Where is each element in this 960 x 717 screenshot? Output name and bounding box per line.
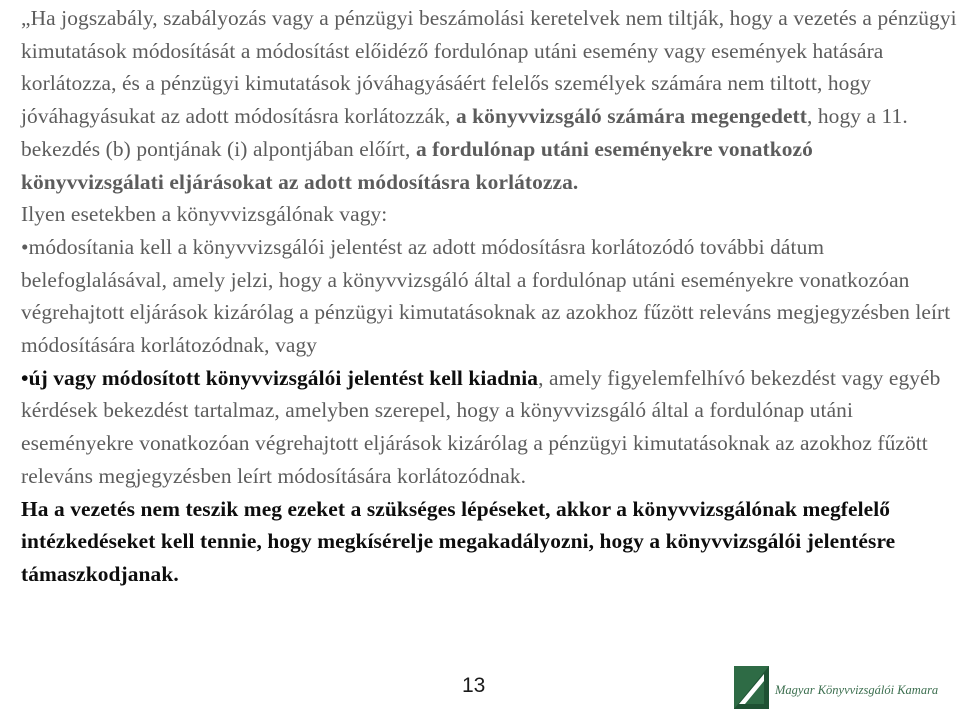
- paragraph-2: Ilyen esetekben a könyvvizsgálónak vagy:: [21, 202, 388, 227]
- paragraph-1-part-1: „Ha jogszabály, szabályozás vagy a pénzügyi beszámolási keretelvek nem tiltják, hogy a vezetés a pénzügyi kimutatások módosítását a módosítást előidéző fordulónap utáni esemény vagy események hatására korlátozza, és a pénzügyi kimutatások jóváhagyásáért felelős személyek számára nem tiltott, hogy jóváhagyásukat az adott módosításra korlátozzák,: [21, 6, 957, 129]
- page-number: 13: [462, 674, 486, 697]
- bullet-2-rest: , amely figyelemfelhívó bekezdést vagy egyéb kérdések bekezdést tartalmaz, amelyben szerepel, hogy a könyvvizsgáló által a fordulónap utáni eseményekre vonatkozóan végrehajtott eljárások kizárólag a pénzügyi kimutatásoknak az azokhoz fűzött releváns megjegyzésben leírt módosítására korlátozódnak.: [21, 365, 941, 488]
- body-text: [21, 2, 960, 591]
- closing-paragraph: Ha a vezetés nem teszik meg ezeket a szükséges lépéseket, akkor a könyvvizsgálónak megfelelő intézkedéseket kell tennie, hogy megkísérelje megakadályozni, hogy a könyvvizsgálói jelentésre támaszkodjanak.: [21, 496, 896, 586]
- bullet-1: •módosítania kell a könyvvizsgálói jelentést az adott módosításra korlátozódó további dátum belefoglalásával, amely jelzi, hogy a könyvvizsgáló által a fordulónap utáni eseményekre vonatkozóan végrehajtott eljárások kizárólag a pénzügyi kimutatásoknak az azokhoz fűzött releváns megjegyzésben leírt módosítására korlátozódnak, vagy: [21, 234, 951, 358]
- bullet-2-bold: •új vagy módosított könyvvizsgálói jelentést kell kiadnia: [21, 365, 539, 390]
- logo-text: Magyar Könyvvizsgálói Kamara: [775, 683, 939, 697]
- paragraph-1-part-2: , hogy a 11. bekezdés (b) pontjának (i) alpontjában előírt,: [21, 104, 908, 161]
- paragraph-1-bold-1: a könyvvizsgáló számára megengedett: [455, 104, 807, 129]
- bullet-2: [21, 362, 960, 493]
- footer-logo: [733, 664, 959, 712]
- paragraph-1: [21, 2, 960, 198]
- paragraph-1-bold-2: a fordulónap utáni eseményekre vonatkozó könyvvizsgálati eljárásokat az adott módosításra korlátozza.: [21, 136, 813, 194]
- mkvk-logo-icon: [733, 664, 773, 712]
